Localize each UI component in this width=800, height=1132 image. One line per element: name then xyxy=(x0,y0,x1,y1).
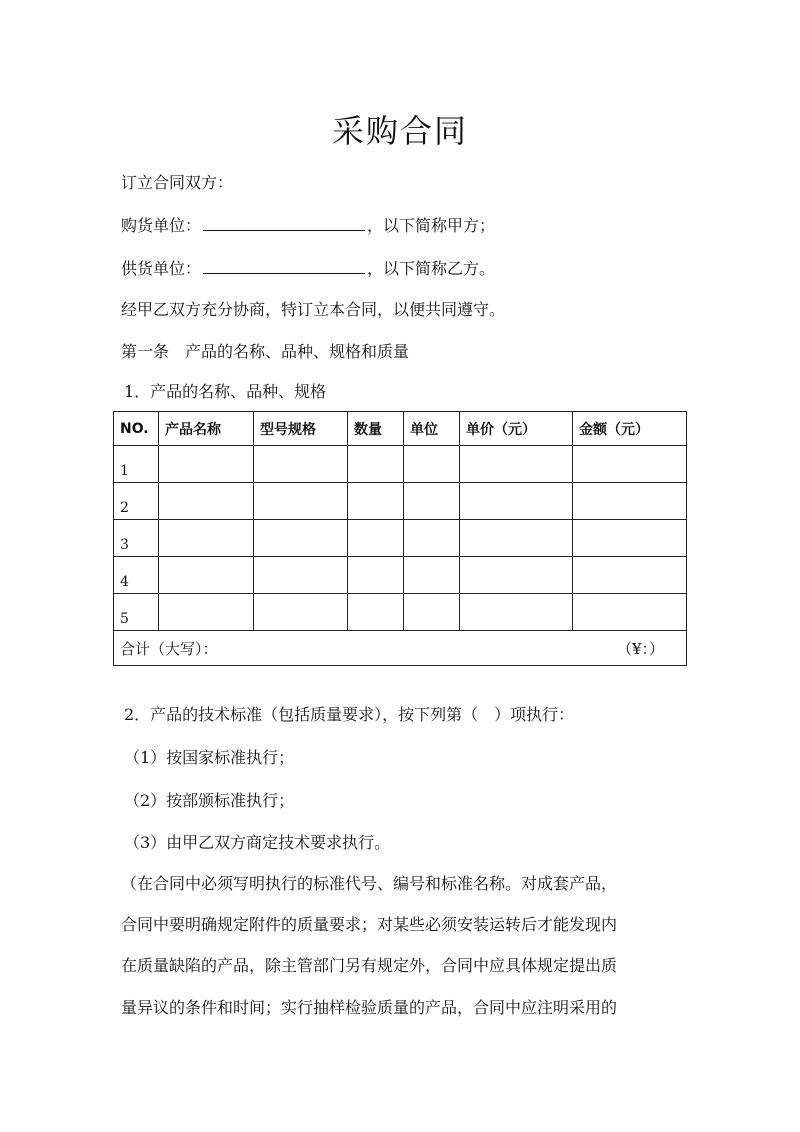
model-spec-cell[interactable] xyxy=(254,594,348,631)
unit-price-cell[interactable] xyxy=(460,594,573,631)
agreement-text: 经甲乙双方充分协商，特订立本合同，以便共同遵守。 xyxy=(121,300,506,319)
quantity-cell[interactable] xyxy=(348,520,404,557)
option-national-standard: （1）按国家标准执行； xyxy=(124,748,295,767)
option-ministry-standard: （2）按部颁标准执行； xyxy=(124,791,295,810)
note-line: 量异议的条件和时间；实行抽样检验质量的产品，合同中应注明采用的 xyxy=(121,998,618,1017)
row-number: 4 xyxy=(114,557,159,594)
unit-cell[interactable] xyxy=(404,446,460,483)
col-no-header: NO. xyxy=(114,412,159,446)
model-spec-cell[interactable] xyxy=(254,446,348,483)
product-name-cell[interactable] xyxy=(159,557,254,594)
col-unit-header: 单位 xyxy=(404,412,460,446)
unit-cell[interactable] xyxy=(404,594,460,631)
product-name-cell[interactable] xyxy=(159,446,254,483)
product-name-cell[interactable] xyxy=(159,594,254,631)
buyer-suffix: ，以下简称甲方； xyxy=(367,216,496,235)
product-name-cell[interactable] xyxy=(159,520,254,557)
unit-price-cell[interactable] xyxy=(460,446,573,483)
model-spec-cell[interactable] xyxy=(254,557,348,594)
product-name-cell[interactable] xyxy=(159,483,254,520)
amount-cell[interactable] xyxy=(573,520,687,557)
note-line: 在质量缺陷的产品，除主管部门另有规定外，合同中应具体规定提出质 xyxy=(121,956,618,975)
buyer-label: 购货单位： xyxy=(121,216,202,235)
quantity-cell[interactable] xyxy=(348,594,404,631)
option-negotiated-standard: （3）由甲乙双方商定技术要求执行。 xyxy=(124,833,391,852)
table-row xyxy=(114,446,687,483)
col-amount-header: 金额（元） xyxy=(573,412,687,446)
col-quantity-header: 数量 xyxy=(348,412,404,446)
row-number: 2 xyxy=(114,483,159,520)
table-row xyxy=(114,483,687,520)
amount-cell[interactable] xyxy=(573,446,687,483)
row-number: 5 xyxy=(114,594,159,631)
product-table xyxy=(113,411,687,666)
unit-price-cell[interactable] xyxy=(460,520,573,557)
document-title: 采购合同 xyxy=(331,112,468,150)
unit-cell[interactable] xyxy=(404,520,460,557)
unit-price-cell[interactable] xyxy=(460,483,573,520)
quantity-cell[interactable] xyxy=(348,446,404,483)
amount-cell[interactable] xyxy=(573,594,687,631)
total-amount-symbol: （¥：） xyxy=(616,639,664,658)
supplier-suffix: ，以下简称乙方。 xyxy=(367,259,496,278)
col-model-spec-header: 型号规格 xyxy=(254,412,348,446)
article-1-heading: 第一条 产品的名称、品种、规格和质量 xyxy=(121,342,410,361)
note-line: （在合同中必须写明执行的标准代号、编号和标准名称。对成套产品， xyxy=(121,874,618,893)
quantity-cell[interactable] xyxy=(348,557,404,594)
buyer-name-field[interactable] xyxy=(203,214,365,231)
table-row xyxy=(114,520,687,557)
quantity-cell[interactable] xyxy=(348,483,404,520)
col-product-name-header: 产品名称 xyxy=(159,412,254,446)
col-unit-price-header: 单价（元） xyxy=(460,412,573,446)
supplier-line xyxy=(121,257,495,280)
item-2-heading: 2．产品的技术标准（包括质量要求），按下列第（ ）项执行： xyxy=(124,705,575,724)
item-1-heading: 1．产品的名称、品种、规格 xyxy=(124,382,327,401)
total-label: 合计（大写）： xyxy=(120,639,218,658)
unit-cell[interactable] xyxy=(404,557,460,594)
supplier-label: 供货单位： xyxy=(121,259,202,278)
table-row xyxy=(114,594,687,631)
supplier-name-field[interactable] xyxy=(203,257,365,274)
unit-price-cell[interactable] xyxy=(460,557,573,594)
table-header-row xyxy=(114,412,687,446)
buyer-line xyxy=(121,214,495,237)
total-cell[interactable] xyxy=(114,631,687,666)
parties-intro: 订立合同双方： xyxy=(121,173,234,192)
amount-cell[interactable] xyxy=(573,483,687,520)
table-row xyxy=(114,557,687,594)
row-number: 1 xyxy=(114,446,159,483)
amount-cell[interactable] xyxy=(573,557,687,594)
row-number: 3 xyxy=(114,520,159,557)
model-spec-cell[interactable] xyxy=(254,520,348,557)
model-spec-cell[interactable] xyxy=(254,483,348,520)
note-line: 合同中要明确规定附件的质量要求；对某些必须安装运转后才能发现内 xyxy=(121,915,618,934)
unit-cell[interactable] xyxy=(404,483,460,520)
table-total-row xyxy=(114,631,687,666)
